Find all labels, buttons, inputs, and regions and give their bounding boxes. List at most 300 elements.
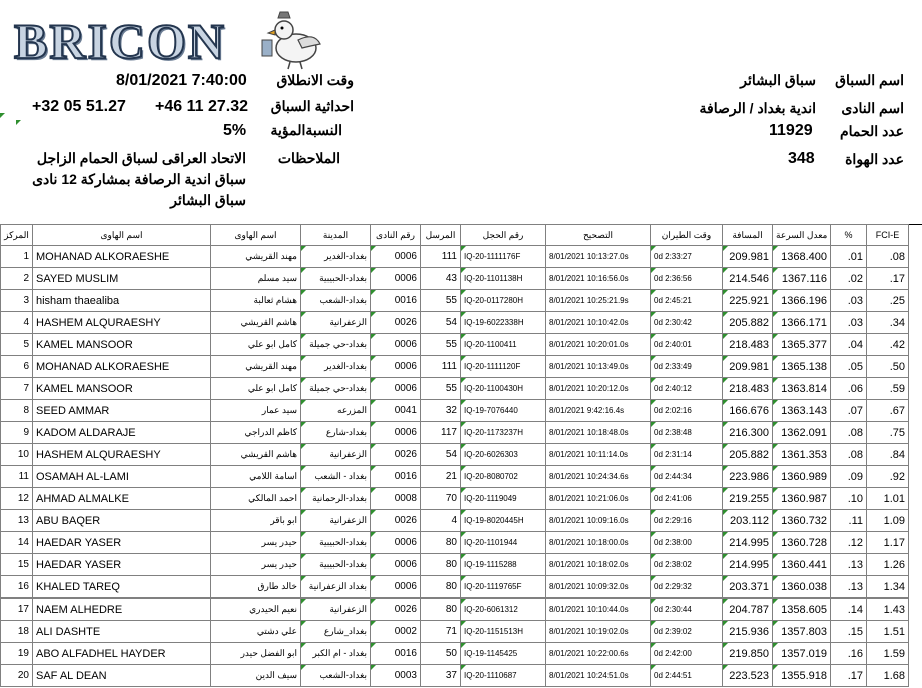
distance-cell — [723, 268, 773, 290]
cell-marker-icon — [651, 665, 656, 670]
fancier-name-ar-cell-text: علي دشتي — [256, 626, 297, 636]
rank-cell-text: 17 — [17, 604, 29, 615]
cell-marker-icon — [461, 334, 466, 339]
fci-cell-text: 1.34 — [883, 580, 905, 593]
cell-marker-icon — [651, 334, 656, 339]
city-cell — [301, 312, 371, 334]
city-cell-text: بغداد-الغدير — [324, 251, 367, 261]
sent-count-cell — [421, 466, 461, 488]
speed-cell — [773, 532, 831, 554]
fci-cell-text: .84 — [889, 448, 905, 461]
rank-cell-text: 7 — [23, 383, 29, 394]
sent-count-cell-text: 55 — [445, 295, 457, 306]
cell-marker-icon — [723, 576, 728, 581]
fanciers-count-value: 348 — [788, 150, 815, 167]
col-distance: المسافة — [723, 225, 773, 246]
fci-cell-text: .92 — [889, 470, 905, 483]
sent-count-cell-text: 21 — [445, 471, 457, 482]
distance-cell — [723, 554, 773, 576]
percent-cell — [831, 576, 867, 599]
cell-marker-icon — [651, 643, 656, 648]
distance-cell — [723, 510, 773, 532]
fancier-name-en-cell — [33, 643, 211, 665]
race-name-value: سباق البشائر — [740, 72, 816, 88]
fancier-name-en-cell — [33, 246, 211, 268]
fancier-name-en-cell — [33, 378, 211, 400]
pigeon-mascot-icon — [254, 8, 324, 70]
cell-marker-icon — [651, 532, 656, 537]
fancier-name-ar-cell-text: ابو باقر — [270, 515, 297, 525]
club-number-cell — [371, 554, 421, 576]
rank-cell-text: 18 — [17, 626, 29, 637]
club-number-cell — [371, 466, 421, 488]
fancier-name-ar-cell — [211, 334, 301, 356]
col-rank: المركز — [1, 225, 33, 246]
clock-time-cell-text: 8/01/2021 10:16:56.0s — [549, 274, 629, 283]
cell-marker-icon — [461, 422, 466, 427]
notes-line-2: سباق اندية الرصافة بمشاركة 12 نادى — [32, 171, 246, 187]
club-number-cell-text: 0016 — [394, 648, 417, 659]
fancier-name-ar-cell-text: اسامة اللامي — [249, 471, 297, 481]
fancier-name-en-cell — [33, 312, 211, 334]
fancier-name-en-cell — [33, 554, 211, 576]
table-row — [1, 400, 909, 422]
col-percent: % — [831, 225, 867, 246]
cell-marker-icon — [371, 510, 376, 515]
percent-cell — [831, 422, 867, 444]
cell-marker-icon — [461, 444, 466, 449]
sent-count-cell-text: 55 — [445, 339, 457, 350]
speed-cell — [773, 621, 831, 643]
fancier-name-ar-cell-text: ابو الفضل حيدر — [240, 648, 297, 658]
distance-cell — [723, 621, 773, 643]
cell-marker-icon — [651, 599, 656, 604]
fancier-name-en-cell — [33, 356, 211, 378]
fci-cell — [867, 554, 909, 576]
percent-cell — [831, 665, 867, 687]
fancier-name-ar-cell — [211, 665, 301, 687]
flight-time-cell-text: 0d 2:38:48 — [654, 428, 692, 437]
fancier-name-ar-cell — [211, 598, 301, 621]
cell-marker-icon — [371, 576, 376, 581]
col-ring: رقم الحجل — [461, 225, 546, 246]
ring-number-cell-text: IQ-20-1110687 — [464, 671, 517, 680]
percent-cell — [831, 643, 867, 665]
flight-time-cell — [651, 290, 723, 312]
fci-cell — [867, 643, 909, 665]
speed-cell — [773, 643, 831, 665]
flight-time-cell — [651, 643, 723, 665]
distance-cell — [723, 643, 773, 665]
club-number-cell — [371, 400, 421, 422]
clock-time-cell-text: 8/01/2021 10:10:42.0s — [549, 318, 629, 327]
sent-count-cell — [421, 488, 461, 510]
cell-marker-icon — [16, 120, 21, 125]
city-cell-text: بغداد-الشعب — [319, 295, 367, 305]
col-city: المدينة — [301, 225, 371, 246]
ring-number-cell-text: IQ-20-1111120F — [464, 362, 521, 371]
city-cell — [301, 554, 371, 576]
clock-time-cell — [546, 334, 651, 356]
distance-cell-text: 214.995 — [729, 536, 769, 549]
ring-number-cell — [461, 621, 546, 643]
club-number-cell — [371, 665, 421, 687]
cell-marker-icon — [723, 290, 728, 295]
rank-cell — [1, 576, 33, 599]
clock-time-cell-text: 8/01/2021 10:22:00.6s — [549, 649, 629, 658]
distance-cell-text: 203.112 — [730, 514, 769, 527]
clock-time-cell-text: 8/01/2021 10:18:48.0s — [549, 428, 629, 437]
clock-time-cell — [546, 488, 651, 510]
flight-time-cell — [651, 598, 723, 621]
rank-cell — [1, 532, 33, 554]
cell-marker-icon — [461, 554, 466, 559]
ring-number-cell — [461, 312, 546, 334]
speed-cell — [773, 268, 831, 290]
speed-cell — [773, 665, 831, 687]
cell-marker-icon — [651, 400, 656, 405]
speed-cell-text: 1361.353 — [781, 448, 827, 461]
percent-cell — [831, 621, 867, 643]
cell-marker-icon — [773, 290, 778, 295]
table-row — [1, 598, 909, 621]
club-number-cell-text: 0006 — [394, 251, 417, 262]
club-number-cell-text: 0026 — [394, 317, 417, 328]
fancier-name-en-cell-text: HASHEM ALQURAESHY — [36, 448, 161, 461]
club-number-cell — [371, 576, 421, 599]
speed-cell-text: 1355.918 — [781, 669, 827, 682]
table-row — [1, 422, 909, 444]
rank-cell-text: 14 — [17, 537, 29, 548]
speed-cell-text: 1366.171 — [781, 316, 827, 329]
fancier-name-en-cell-text: MOHANAD ALKORAESHE — [36, 250, 170, 263]
sent-count-cell — [421, 290, 461, 312]
clock-time-cell — [546, 554, 651, 576]
ring-number-cell — [461, 400, 546, 422]
release-time-label: وقت الانطلاق — [276, 72, 354, 88]
percent-cell-text: .08 — [847, 426, 863, 439]
fancier-name-ar-cell — [211, 268, 301, 290]
club-number-cell — [371, 290, 421, 312]
cell-marker-icon — [371, 621, 376, 626]
percent-value: 5% — [223, 122, 247, 139]
flight-time-cell-text: 0d 2:30:44 — [654, 605, 692, 614]
ring-number-cell — [461, 422, 546, 444]
city-cell — [301, 510, 371, 532]
percent-cell-text: .08 — [847, 448, 863, 461]
cell-marker-icon — [371, 290, 376, 295]
distance-cell-text: 225.921 — [729, 294, 769, 307]
rank-cell-text: 8 — [23, 405, 29, 416]
fci-cell-text: 1.68 — [883, 669, 905, 682]
sent-count-cell-text: 54 — [445, 449, 457, 460]
rank-cell-text: 10 — [17, 449, 29, 460]
clock-time-cell-text: 8/01/2021 10:24:34.6s — [549, 472, 629, 481]
notes-line-3: سباق البشائر — [170, 192, 246, 208]
distance-cell-text: 166.676 — [729, 404, 769, 417]
cell-marker-icon — [723, 554, 728, 559]
cell-marker-icon — [371, 400, 376, 405]
flight-time-cell — [651, 268, 723, 290]
table-row — [1, 665, 909, 687]
flight-time-cell — [651, 466, 723, 488]
city-cell — [301, 246, 371, 268]
ring-number-cell-text: IQ-19-8020445H — [464, 516, 524, 525]
cell-marker-icon — [651, 621, 656, 626]
rank-cell-text: 2 — [23, 273, 29, 284]
fci-cell — [867, 621, 909, 643]
club-number-cell-text: 0003 — [394, 670, 417, 681]
club-number-cell-text: 0041 — [394, 405, 417, 416]
cell-marker-icon — [723, 665, 728, 670]
table-row — [1, 643, 909, 665]
fci-cell — [867, 422, 909, 444]
fancier-name-en-cell — [33, 444, 211, 466]
cell-marker-icon — [461, 378, 466, 383]
clock-time-cell — [546, 422, 651, 444]
clock-time-cell-text: 8/01/2021 10:10:44.0s — [549, 605, 629, 614]
fancier-name-en-cell — [33, 621, 211, 643]
fancier-name-en-cell-text: MOHANAD ALKORAESHE — [36, 360, 170, 373]
fci-cell — [867, 312, 909, 334]
fancier-name-en-cell-text: SAF AL DEAN — [36, 669, 107, 682]
fancier-name-ar-cell — [211, 312, 301, 334]
flight-time-cell-text: 0d 2:29:32 — [654, 582, 692, 591]
cell-marker-icon — [773, 510, 778, 515]
fci-cell-text: 1.59 — [883, 647, 905, 660]
cell-marker-icon — [371, 312, 376, 317]
percent-cell — [831, 554, 867, 576]
percent-cell-text: .09 — [847, 470, 863, 483]
speed-cell-text: 1360.732 — [781, 514, 827, 527]
clock-time-cell — [546, 598, 651, 621]
sent-count-cell-text: 50 — [445, 648, 457, 659]
cell-marker-icon — [301, 466, 306, 471]
clock-time-cell — [546, 356, 651, 378]
city-cell-text: بغداد-الرحمانية — [312, 493, 367, 503]
cell-marker-icon — [371, 466, 376, 471]
distance-cell-text: 209.981 — [729, 250, 769, 263]
speed-cell — [773, 466, 831, 488]
fancier-name-en-cell-text: KHALED TAREQ — [36, 580, 120, 593]
rank-cell — [1, 621, 33, 643]
fancier-name-ar-cell — [211, 643, 301, 665]
percent-cell — [831, 312, 867, 334]
distance-cell — [723, 334, 773, 356]
ring-number-cell-text: IQ-19-7076440 — [464, 406, 518, 415]
fci-cell-text: .08 — [889, 250, 905, 263]
distance-cell — [723, 378, 773, 400]
ring-number-cell — [461, 378, 546, 400]
cell-marker-icon — [773, 334, 778, 339]
ring-number-cell-text: IQ-20-1173237H — [464, 428, 523, 437]
ring-number-cell — [461, 334, 546, 356]
rank-cell — [1, 268, 33, 290]
flight-time-cell — [651, 400, 723, 422]
col-club-no: رقم النادى — [371, 225, 421, 246]
flight-time-cell — [651, 378, 723, 400]
ring-number-cell — [461, 576, 546, 599]
cell-marker-icon — [723, 378, 728, 383]
ring-number-cell — [461, 488, 546, 510]
distance-cell-text: 219.850 — [729, 647, 769, 660]
percent-cell-text: .13 — [847, 558, 863, 571]
cell-marker-icon — [301, 312, 306, 317]
speed-cell-text: 1360.441 — [781, 558, 827, 571]
percent-cell-text: .11 — [848, 514, 863, 527]
fci-cell — [867, 510, 909, 532]
city-cell-text: المزرعه — [337, 405, 367, 415]
sent-count-cell-text: 80 — [445, 581, 457, 592]
fci-cell-text: .17 — [889, 272, 905, 285]
fci-cell — [867, 576, 909, 599]
flight-time-cell — [651, 665, 723, 687]
fci-cell-text: 1.09 — [883, 514, 905, 527]
flight-time-cell-text: 0d 2:44:34 — [654, 472, 692, 481]
speed-cell — [773, 312, 831, 334]
city-cell — [301, 378, 371, 400]
club-number-cell — [371, 246, 421, 268]
speed-cell-text: 1367.116 — [781, 272, 827, 285]
fancier-name-ar-cell-text: حيدر يسر — [261, 537, 297, 547]
distance-cell — [723, 598, 773, 621]
rank-cell — [1, 598, 33, 621]
fancier-name-ar-cell-text: كامل ابو علي — [247, 383, 297, 393]
table-row — [1, 576, 909, 599]
flight-time-cell — [651, 422, 723, 444]
flight-time-cell-text: 0d 2:42:00 — [654, 649, 692, 658]
rank-cell-text: 9 — [23, 427, 29, 438]
flight-time-cell-text: 0d 2:40:12 — [654, 384, 692, 393]
distance-cell — [723, 488, 773, 510]
speed-cell-text: 1358.605 — [781, 603, 827, 616]
flight-time-cell — [651, 554, 723, 576]
cell-marker-icon — [651, 246, 656, 251]
percent-cell-text: .07 — [847, 404, 863, 417]
rank-cell-text: 16 — [17, 581, 29, 592]
cell-marker-icon — [301, 532, 306, 537]
rank-cell — [1, 554, 33, 576]
fci-cell-text: 1.17 — [883, 536, 905, 549]
speed-cell — [773, 356, 831, 378]
coordinate-latitude: +46 11 27.32 — [155, 98, 248, 115]
percent-cell-text: .02 — [847, 272, 863, 285]
cell-marker-icon — [773, 400, 778, 405]
club-number-cell — [371, 621, 421, 643]
sent-count-cell — [421, 576, 461, 599]
city-cell-text: بغداد-الغدير — [324, 361, 367, 371]
city-cell-text: بغداد-الحبيبية — [319, 273, 367, 283]
cell-marker-icon — [723, 422, 728, 427]
sent-count-cell-text: 54 — [445, 317, 457, 328]
cell-marker-icon — [723, 510, 728, 515]
club-number-cell-text: 0006 — [394, 537, 417, 548]
fancier-name-ar-cell — [211, 378, 301, 400]
cell-marker-icon — [461, 466, 466, 471]
sent-count-cell-text: 80 — [445, 537, 457, 548]
club-number-cell — [371, 378, 421, 400]
clock-time-cell — [546, 444, 651, 466]
flight-time-cell-text: 0d 2:29:16 — [654, 516, 692, 525]
flight-time-cell-text: 0d 2:45:21 — [654, 296, 692, 305]
table-row — [1, 466, 909, 488]
club-number-cell-text: 0006 — [394, 273, 417, 284]
club-label: اسم النادى — [841, 100, 904, 116]
clock-time-cell — [546, 466, 651, 488]
clock-time-cell — [546, 246, 651, 268]
col-name-en: اسم الهاوى — [33, 225, 211, 246]
distance-cell — [723, 246, 773, 268]
flight-time-cell-text: 0d 2:44:51 — [654, 671, 692, 680]
cell-marker-icon — [723, 268, 728, 273]
city-cell-text: بغداد - الشعب — [314, 471, 367, 481]
city-cell-text: الزعفرانية — [329, 604, 367, 614]
club-number-cell — [371, 422, 421, 444]
cell-marker-icon — [371, 599, 376, 604]
flight-time-cell-text: 0d 2:31:14 — [654, 450, 692, 459]
city-cell — [301, 422, 371, 444]
col-name-ar: اسم الهاوى — [211, 225, 301, 246]
city-cell-text: بغداد_شارع — [323, 626, 367, 636]
speed-cell-text: 1365.138 — [781, 360, 827, 373]
ring-number-cell-text: IQ-20-6061312 — [464, 605, 518, 614]
fancier-name-ar-cell-text: سيد عمار — [261, 405, 297, 415]
distance-cell-text: 218.483 — [729, 382, 769, 395]
percent-cell-text: .13 — [847, 580, 863, 593]
cell-marker-icon — [723, 312, 728, 317]
speed-cell-text: 1365.377 — [781, 338, 827, 351]
cell-marker-icon — [371, 422, 376, 427]
cell-marker-icon — [651, 268, 656, 273]
fancier-name-en-cell — [33, 466, 211, 488]
cell-marker-icon — [461, 532, 466, 537]
city-cell — [301, 532, 371, 554]
notes-label: الملاحظات — [277, 150, 340, 166]
city-cell — [301, 400, 371, 422]
sent-count-cell — [421, 356, 461, 378]
flight-time-cell — [651, 356, 723, 378]
cell-marker-icon — [301, 576, 306, 581]
rank-cell-text: 13 — [17, 515, 29, 526]
city-cell-text: بغداد-الشعب — [319, 670, 367, 680]
col-fci: FCI-E — [867, 225, 909, 246]
distance-cell — [723, 312, 773, 334]
ring-number-cell-text: IQ-20-1151513H — [464, 627, 523, 636]
city-cell-text: بغداد-الحبيبية — [319, 559, 367, 569]
cell-marker-icon — [773, 444, 778, 449]
table-row — [1, 290, 909, 312]
flight-time-cell — [651, 334, 723, 356]
rank-cell-text: 1 — [23, 251, 29, 262]
cell-marker-icon — [773, 621, 778, 626]
fancier-name-en-cell — [33, 598, 211, 621]
speed-cell — [773, 510, 831, 532]
fancier-name-ar-cell-text: نعيم الحيدري — [249, 604, 297, 614]
fci-cell — [867, 532, 909, 554]
speed-cell-text: 1360.038 — [781, 580, 827, 593]
cell-marker-icon — [371, 532, 376, 537]
fancier-name-en-cell-text: HASHEM ALQURAESHY — [36, 316, 161, 329]
ring-number-cell — [461, 268, 546, 290]
ring-number-cell-text: IQ-20-8080702 — [464, 472, 518, 481]
col-clock: التصحيح — [546, 225, 651, 246]
notes-line-1: الاتحاد العراقى لسباق الحمام الزاجل — [36, 150, 246, 166]
percent-cell — [831, 532, 867, 554]
rank-cell — [1, 466, 33, 488]
col-flight-time: وقت الطيران — [651, 225, 723, 246]
cell-marker-icon — [773, 643, 778, 648]
percent-cell — [831, 466, 867, 488]
